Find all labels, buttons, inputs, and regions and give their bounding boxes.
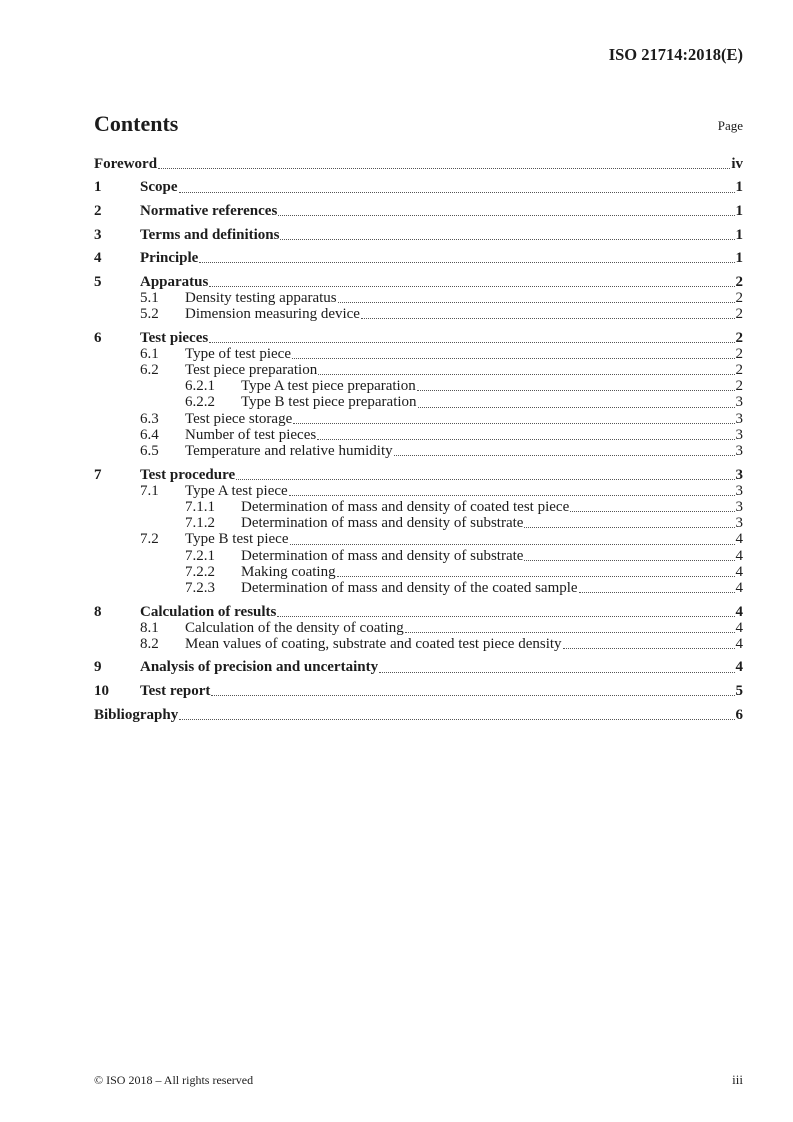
- toc-entry-6-5[interactable]: [94, 443, 743, 459]
- toc-entry-page: 3: [735, 515, 743, 532]
- toc-entry-page: 2: [735, 273, 743, 290]
- toc-entry-page: 4: [735, 547, 743, 564]
- folio-page-number: iii: [732, 1072, 743, 1087]
- toc-entry-page: 3: [735, 410, 743, 427]
- toc-entry-number: 9: [94, 659, 102, 676]
- toc-entry-page: 1: [735, 179, 743, 196]
- dot-leader: [563, 648, 735, 649]
- toc-entry-title: Test report: [140, 683, 211, 700]
- toc-entry-title: Type B test piece preparation: [241, 394, 417, 411]
- toc-entry-5-1[interactable]: [94, 290, 743, 306]
- toc-entry-page: 4: [735, 579, 743, 596]
- toc-entry-bibliography[interactable]: [94, 707, 743, 723]
- toc-entry-page: 3: [735, 443, 743, 460]
- toc-entry-title: Test piece preparation: [185, 362, 318, 379]
- toc-entry-number: 7.1: [140, 482, 159, 499]
- toc-entry-6[interactable]: [94, 330, 743, 346]
- toc-entry-5[interactable]: [94, 274, 743, 290]
- toc-entry-7-2-1[interactable]: [94, 548, 743, 564]
- dot-leader: [379, 672, 734, 673]
- toc-entry-title: Analysis of precision and uncertainty: [140, 659, 379, 676]
- toc-entry-7-1-2[interactable]: [94, 515, 743, 531]
- toc-entry-number: 5: [94, 273, 102, 290]
- dot-leader: [278, 215, 734, 216]
- toc-entry-6-4[interactable]: [94, 427, 743, 443]
- toc-entry-page: 4: [735, 531, 743, 548]
- dot-leader: [417, 390, 735, 391]
- dot-leader: [337, 576, 735, 577]
- dot-leader: [280, 239, 734, 240]
- toc-entry-page: 2: [735, 362, 743, 379]
- toc-entry-page: 4: [735, 619, 743, 636]
- toc-entry-8-1[interactable]: [94, 620, 743, 636]
- toc-entry-page: 2: [735, 289, 743, 306]
- toc-entry-title: Terms and definitions: [140, 226, 280, 243]
- toc-entry-number: 5.1: [140, 289, 159, 306]
- toc-entry-title: Type A test piece preparation: [241, 378, 416, 395]
- dot-leader: [318, 374, 734, 375]
- toc-entry-page: 2: [735, 345, 743, 362]
- toc-entry-title: Test piece storage: [185, 410, 293, 427]
- toc-entry-6-2-1[interactable]: [94, 378, 743, 394]
- toc-entry-8[interactable]: [94, 604, 743, 620]
- toc-entry-title: Foreword: [94, 155, 158, 172]
- toc-entry-number: 10: [94, 683, 109, 700]
- toc-entry-title: Type A test piece: [185, 482, 288, 499]
- toc-entry-page: 6: [735, 706, 743, 723]
- dot-leader: [405, 632, 735, 633]
- dot-leader: [394, 455, 735, 456]
- dot-leader: [209, 342, 734, 343]
- toc-entry-number: 6.4: [140, 426, 159, 443]
- dot-leader: [199, 262, 734, 263]
- dot-leader: [290, 544, 735, 545]
- dot-leader: [524, 527, 734, 528]
- dot-leader: [418, 407, 735, 408]
- dot-leader: [158, 168, 730, 169]
- toc-entry-page: 1: [735, 250, 743, 267]
- toc-entry-number: 1: [94, 179, 102, 196]
- dot-leader: [209, 286, 734, 287]
- toc-entry-page: iv: [731, 155, 743, 172]
- toc-entry-title: Determination of mass and density of substrate: [241, 515, 524, 532]
- document-id: ISO 21714:2018(E): [608, 45, 743, 64]
- toc-entry-title: Test pieces: [140, 329, 209, 346]
- toc-entry-number: 6: [94, 329, 102, 346]
- toc-entry-4[interactable]: [94, 250, 743, 266]
- dot-leader: [338, 302, 735, 303]
- toc-entry-6-3[interactable]: [94, 411, 743, 427]
- toc-entry-1[interactable]: [94, 179, 743, 195]
- toc-entry-5-2[interactable]: [94, 306, 743, 322]
- toc-entry-number: 2: [94, 203, 102, 220]
- toc-entry-number: 7.2.1: [185, 547, 215, 564]
- toc-entry-title: Determination of mass and density of coated test piece: [241, 498, 570, 515]
- toc-entry-title: Making coating: [241, 563, 336, 580]
- toc-entry-page: 2: [735, 378, 743, 395]
- dot-leader: [289, 495, 735, 496]
- toc-entry-7-1[interactable]: [94, 483, 743, 499]
- toc-entry-title: Calculation of results: [140, 603, 277, 620]
- toc-entry-number: 7.1.1: [185, 498, 215, 515]
- toc-entry-page: 2: [735, 329, 743, 346]
- toc-entry-title: Normative references: [140, 203, 278, 220]
- dot-leader: [211, 695, 734, 696]
- toc-entry-title: Calculation of the density of coating: [185, 619, 404, 636]
- toc-entry-page: 3: [735, 466, 743, 483]
- toc-entry-page: 3: [735, 426, 743, 443]
- toc-entry-title: Number of test pieces: [185, 426, 317, 443]
- copyright-notice: © ISO 2018 – All rights reserved: [94, 1073, 254, 1087]
- toc-entry-title: Type B test piece: [185, 531, 289, 548]
- toc-entry-page: 4: [735, 563, 743, 580]
- toc-entry-7-1-1[interactable]: [94, 499, 743, 515]
- toc-entry-title: Test procedure: [140, 466, 236, 483]
- toc-entry-number: 3: [94, 226, 102, 243]
- toc-entry-10[interactable]: [94, 683, 743, 699]
- toc-entry-title: Density testing apparatus: [185, 289, 337, 306]
- toc-entry-page: 1: [735, 203, 743, 220]
- page-column-label: Page: [717, 118, 743, 133]
- toc-entry-title: Bibliography: [94, 706, 179, 723]
- dot-leader: [317, 439, 734, 440]
- toc-entry-number: 6.2: [140, 362, 159, 379]
- table-of-contents: [94, 149, 743, 723]
- toc-entry-6-1[interactable]: [94, 346, 743, 362]
- dot-leader: [292, 358, 735, 359]
- dot-leader: [361, 318, 735, 319]
- toc-entry-number: 6.1: [140, 345, 159, 362]
- toc-entry-7-2-3[interactable]: [94, 580, 743, 596]
- toc-entry-page: 4: [735, 635, 743, 652]
- toc-entry-title: Determination of mass and density of substrate: [241, 547, 524, 564]
- toc-entry-page: 5: [735, 683, 743, 700]
- toc-entry-number: 6.2.1: [185, 378, 215, 395]
- toc-entry-number: 6.3: [140, 410, 159, 427]
- toc-entry-foreword[interactable]: [94, 156, 743, 172]
- toc-entry-9[interactable]: [94, 659, 743, 675]
- toc-entry-number: 4: [94, 250, 102, 267]
- dot-leader: [579, 592, 735, 593]
- toc-entry-2[interactable]: [94, 203, 743, 219]
- toc-entry-number: 7.1.2: [185, 515, 215, 532]
- toc-entry-number: 7.2.2: [185, 563, 215, 580]
- toc-entry-title: Type of test piece: [185, 345, 291, 362]
- dot-leader: [236, 479, 734, 480]
- toc-entry-title: Apparatus: [140, 273, 209, 290]
- dot-leader: [524, 560, 734, 561]
- toc-entry-title: Mean values of coating, substrate and coated test piece density: [185, 635, 562, 652]
- toc-entry-number: 8: [94, 603, 102, 620]
- toc-entry-title: Scope: [140, 179, 178, 196]
- toc-entry-title: Determination of mass and density of the coated sample: [241, 579, 578, 596]
- dot-leader: [179, 192, 735, 193]
- toc-entry-3[interactable]: [94, 227, 743, 243]
- toc-entry-title: Temperature and relative humidity: [185, 443, 393, 460]
- dot-leader: [179, 719, 734, 720]
- toc-entry-page: 2: [735, 306, 743, 323]
- toc-entry-number: 7.2: [140, 531, 159, 548]
- toc-entry-number: 8.2: [140, 635, 159, 652]
- toc-entry-7-2-2[interactable]: [94, 564, 743, 580]
- toc-entry-7-2[interactable]: [94, 531, 743, 547]
- toc-entry-number: 5.2: [140, 306, 159, 323]
- toc-entry-page: 3: [735, 498, 743, 515]
- toc-entry-number: 7: [94, 466, 102, 483]
- page-title: Contents: [94, 111, 179, 136]
- toc-entry-page: 3: [735, 394, 743, 411]
- toc-entry-page: 4: [735, 603, 743, 620]
- dot-leader: [570, 511, 734, 512]
- toc-entry-number: 7.2.3: [185, 579, 215, 596]
- dot-leader: [277, 616, 734, 617]
- toc-entry-title: Dimension measuring device: [185, 306, 360, 323]
- toc-entry-title: Principle: [140, 250, 199, 267]
- toc-entry-page: 1: [735, 226, 743, 243]
- toc-entry-6-2-2[interactable]: [94, 394, 743, 410]
- toc-entry-number: 6.5: [140, 443, 159, 460]
- toc-entry-number: 6.2.2: [185, 394, 215, 411]
- toc-entry-number: 8.1: [140, 619, 159, 636]
- toc-entry-6-2[interactable]: [94, 362, 743, 378]
- toc-entry-7[interactable]: [94, 467, 743, 483]
- dot-leader: [293, 423, 734, 424]
- toc-entry-page: 3: [735, 482, 743, 499]
- toc-entry-page: 4: [735, 659, 743, 676]
- toc-entry-8-2[interactable]: [94, 636, 743, 652]
